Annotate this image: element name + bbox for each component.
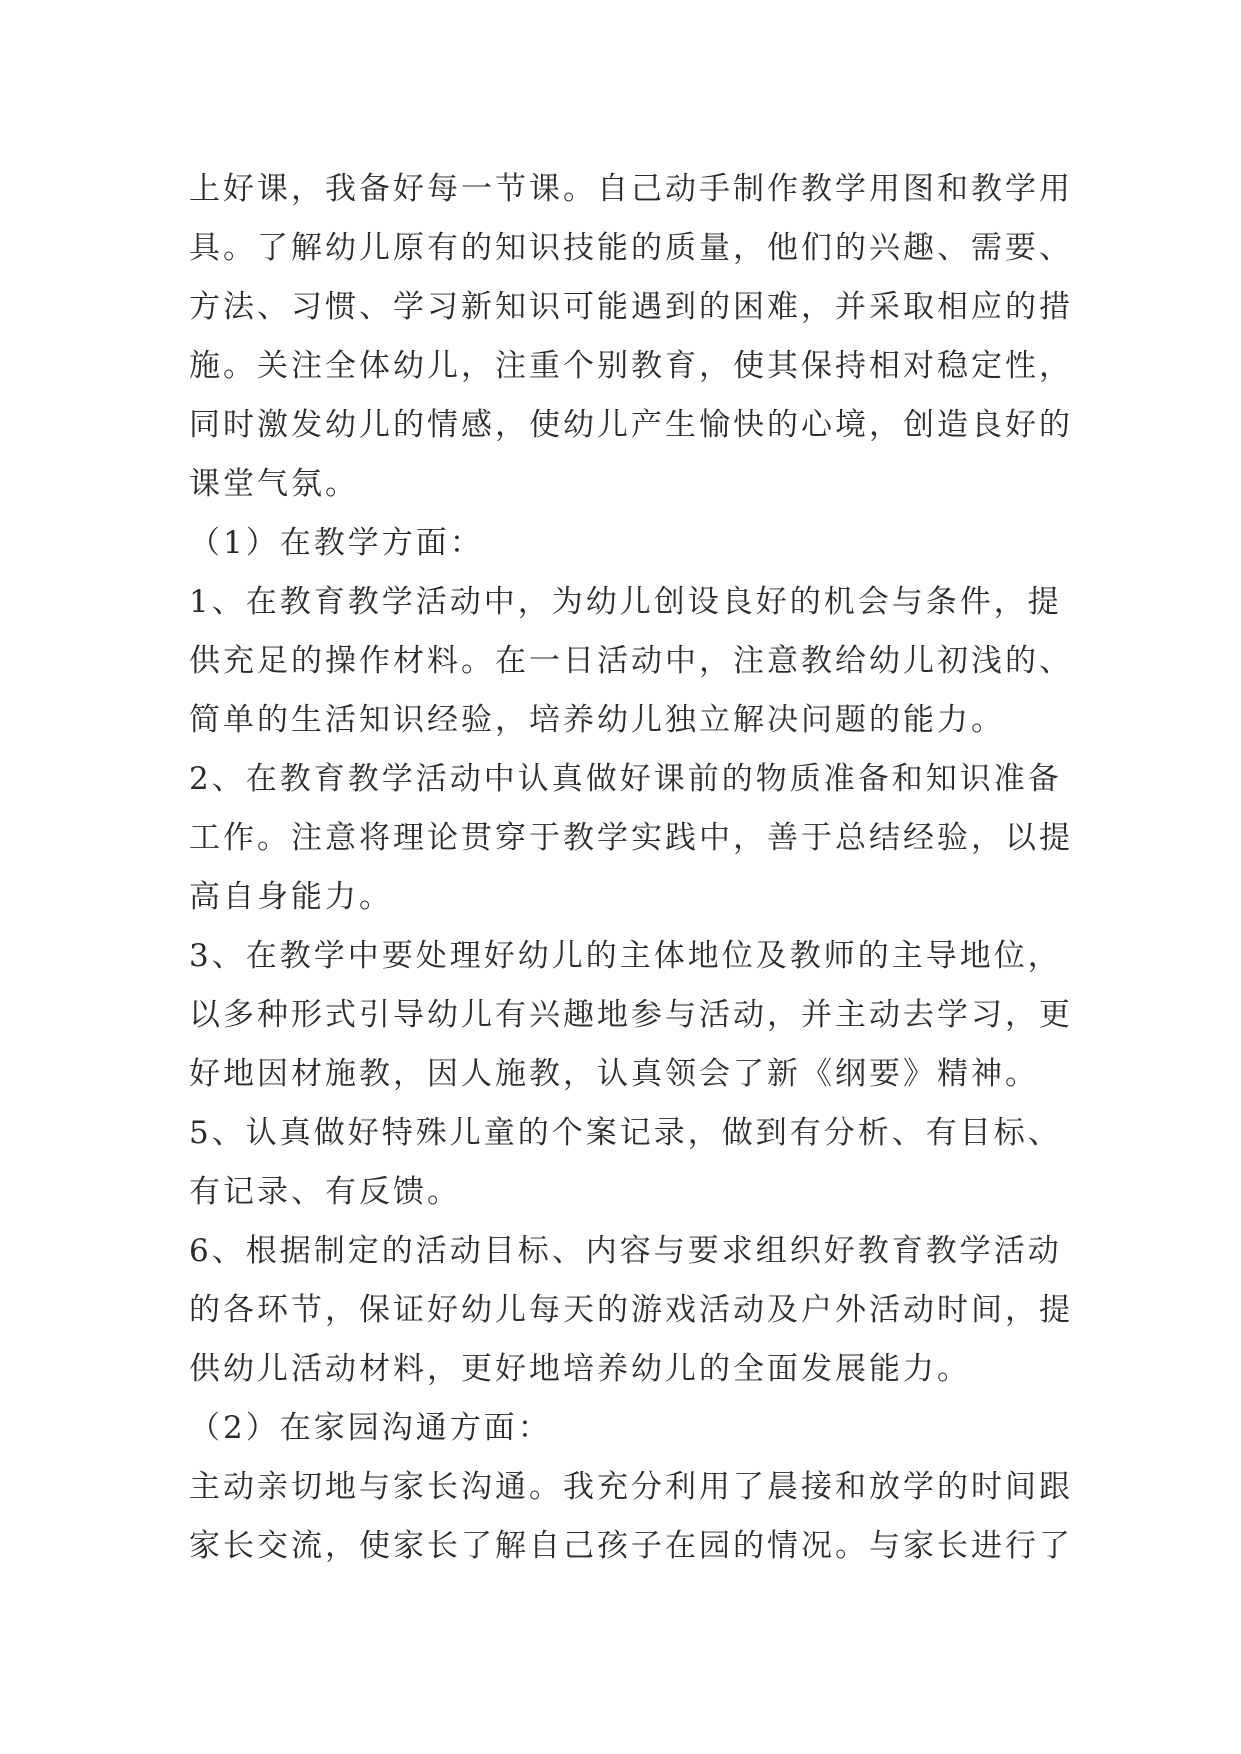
- text-line: 有记录、有反馈。: [189, 1174, 461, 1210]
- text-line: 施。关注全体幼儿，注重个别教育，使其保持相对稳定性，: [189, 348, 1073, 384]
- text-line: 的各环节，保证好幼儿每天的游戏活动及户外活动时间，提: [189, 1292, 1073, 1328]
- text-line: 具。了解幼儿原有的知识技能的质量，他们的兴趣、需要、: [189, 230, 1073, 266]
- text-line: 高自身能力。: [189, 879, 393, 915]
- text-line: 同时激发幼儿的情感，使幼儿产生愉快的心境，创造良好的: [189, 407, 1073, 443]
- text-line: 3、在教学中要处理好幼儿的主体地位及教师的主导地位，: [189, 938, 1062, 974]
- text-line: 供幼儿活动材料，更好地培养幼儿的全面发展能力。: [189, 1351, 971, 1387]
- section-heading: （1）在教学方面：: [189, 525, 484, 561]
- text-line: 上好课，我备好每一节课。自己动手制作教学用图和教学用: [189, 171, 1073, 207]
- section-heading: （2）在家园沟通方面：: [189, 1410, 552, 1446]
- text-line: 供充足的操作材料。在一日活动中，注意教给幼儿初浅的、: [189, 643, 1073, 679]
- text-line: 简单的生活知识经验，培养幼儿独立解决问题的能力。: [189, 702, 1005, 738]
- text-line: 主动亲切地与家长沟通。我充分利用了晨接和放学的时间跟: [189, 1469, 1073, 1505]
- text-line: 家长交流，使家长了解自己孩子在园的情况。与家长进行了: [189, 1528, 1073, 1564]
- text-line: 工作。注意将理论贯穿于教学实践中，善于总结经验，以提: [189, 820, 1073, 856]
- text-line: 课堂气氛。: [189, 466, 359, 502]
- document-body: [189, 160, 1073, 1576]
- text-line: 2、在教育教学活动中认真做好课前的物质准备和知识准备: [189, 761, 1062, 797]
- text-line: 以多种形式引导幼儿有兴趣地参与活动，并主动去学习，更: [189, 997, 1073, 1033]
- text-line: 5、认真做好特殊儿童的个案记录，做到有分析、有目标、: [189, 1115, 1062, 1151]
- text-line: 6、根据制定的活动目标、内容与要求组织好教育教学活动: [189, 1233, 1062, 1269]
- text-line: 方法、习惯、学习新知识可能遇到的困难，并采取相应的措: [189, 289, 1073, 325]
- text-line: 1、在教育教学活动中，为幼儿创设良好的机会与条件，提: [189, 584, 1062, 620]
- text-line: 好地因材施教，因人施教，认真领会了新《纲要》精神。: [189, 1056, 1039, 1092]
